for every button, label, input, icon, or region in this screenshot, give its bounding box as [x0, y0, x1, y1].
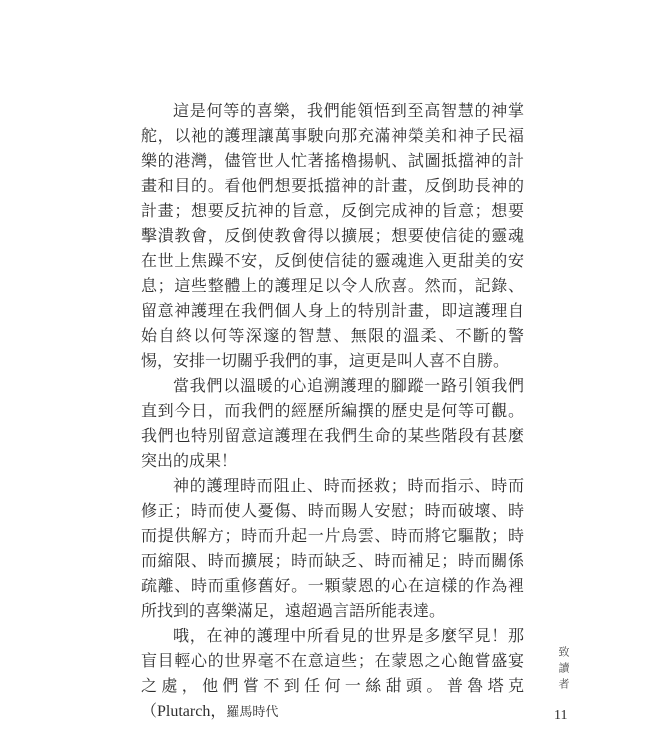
paragraph-3: 神的護理時而阻止、時而拯救；時而指示、時而修正；時而使人憂傷、時而賜人安慰；時而破壞、時而提供解方；時而升起一片烏雲、時而將它驅散；時而縮限、時而擴展；時而缺乏、時而補足；時而關係疏離、時而重修舊好。一顆蒙恩的心在這樣的作為裡所找到的喜樂滿足，遠超過言語所能表達。 [141, 478, 524, 620]
body-text [141, 99, 524, 724]
paragraph-4 [141, 624, 524, 724]
chapter-margin-label: 致讀者 [557, 646, 569, 694]
inline-annotation: 羅馬時代 [226, 704, 279, 719]
paragraph-1: 這是何等的喜樂，我們能領悟到至高智慧的神掌舵，以祂的護理讓萬事駛向那充滿神榮美和神子民福樂的港灣，儘管世人忙著搖櫓揚帆、試圖抵擋神的計畫和目的。看他們想要抵擋神的計畫，反倒助長神的計畫；想要反抗神的旨意，反倒完成神的旨意；想要擊潰教會，反倒使教會得以擴展；想要使信徒的靈魂在世上焦躁不安，反倒使信徒的靈魂進入更甜美的安息；這些整體上的護理足以令人欣喜。然而，記錄、留意神護理在我們個人身上的特別計畫，即這護理自始自終以何等深邃的智慧、無限的溫柔、不斷的警惕，安排一切關乎我們的事，這更是叫人喜不自勝。 [141, 103, 524, 370]
paragraph-2: 當我們以溫暖的心追溯護理的腳蹤一路引領我們直到今日，而我們的經歷所編撰的歷史是何等可觀。我們也特別留意這護理在我們生命的某些階段有甚麼突出的成果！ [141, 378, 524, 470]
page-number: 11 [554, 708, 568, 723]
paragraph-4-main-text: 哦，在神的護理中所看見的世界是多麼罕見！那盲目輕心的世界毫不在意這些；在蒙恩之心飽嘗盛宴之處，他們嘗不到任何一絲甜頭。普魯塔克（Plutarch， [141, 628, 524, 720]
